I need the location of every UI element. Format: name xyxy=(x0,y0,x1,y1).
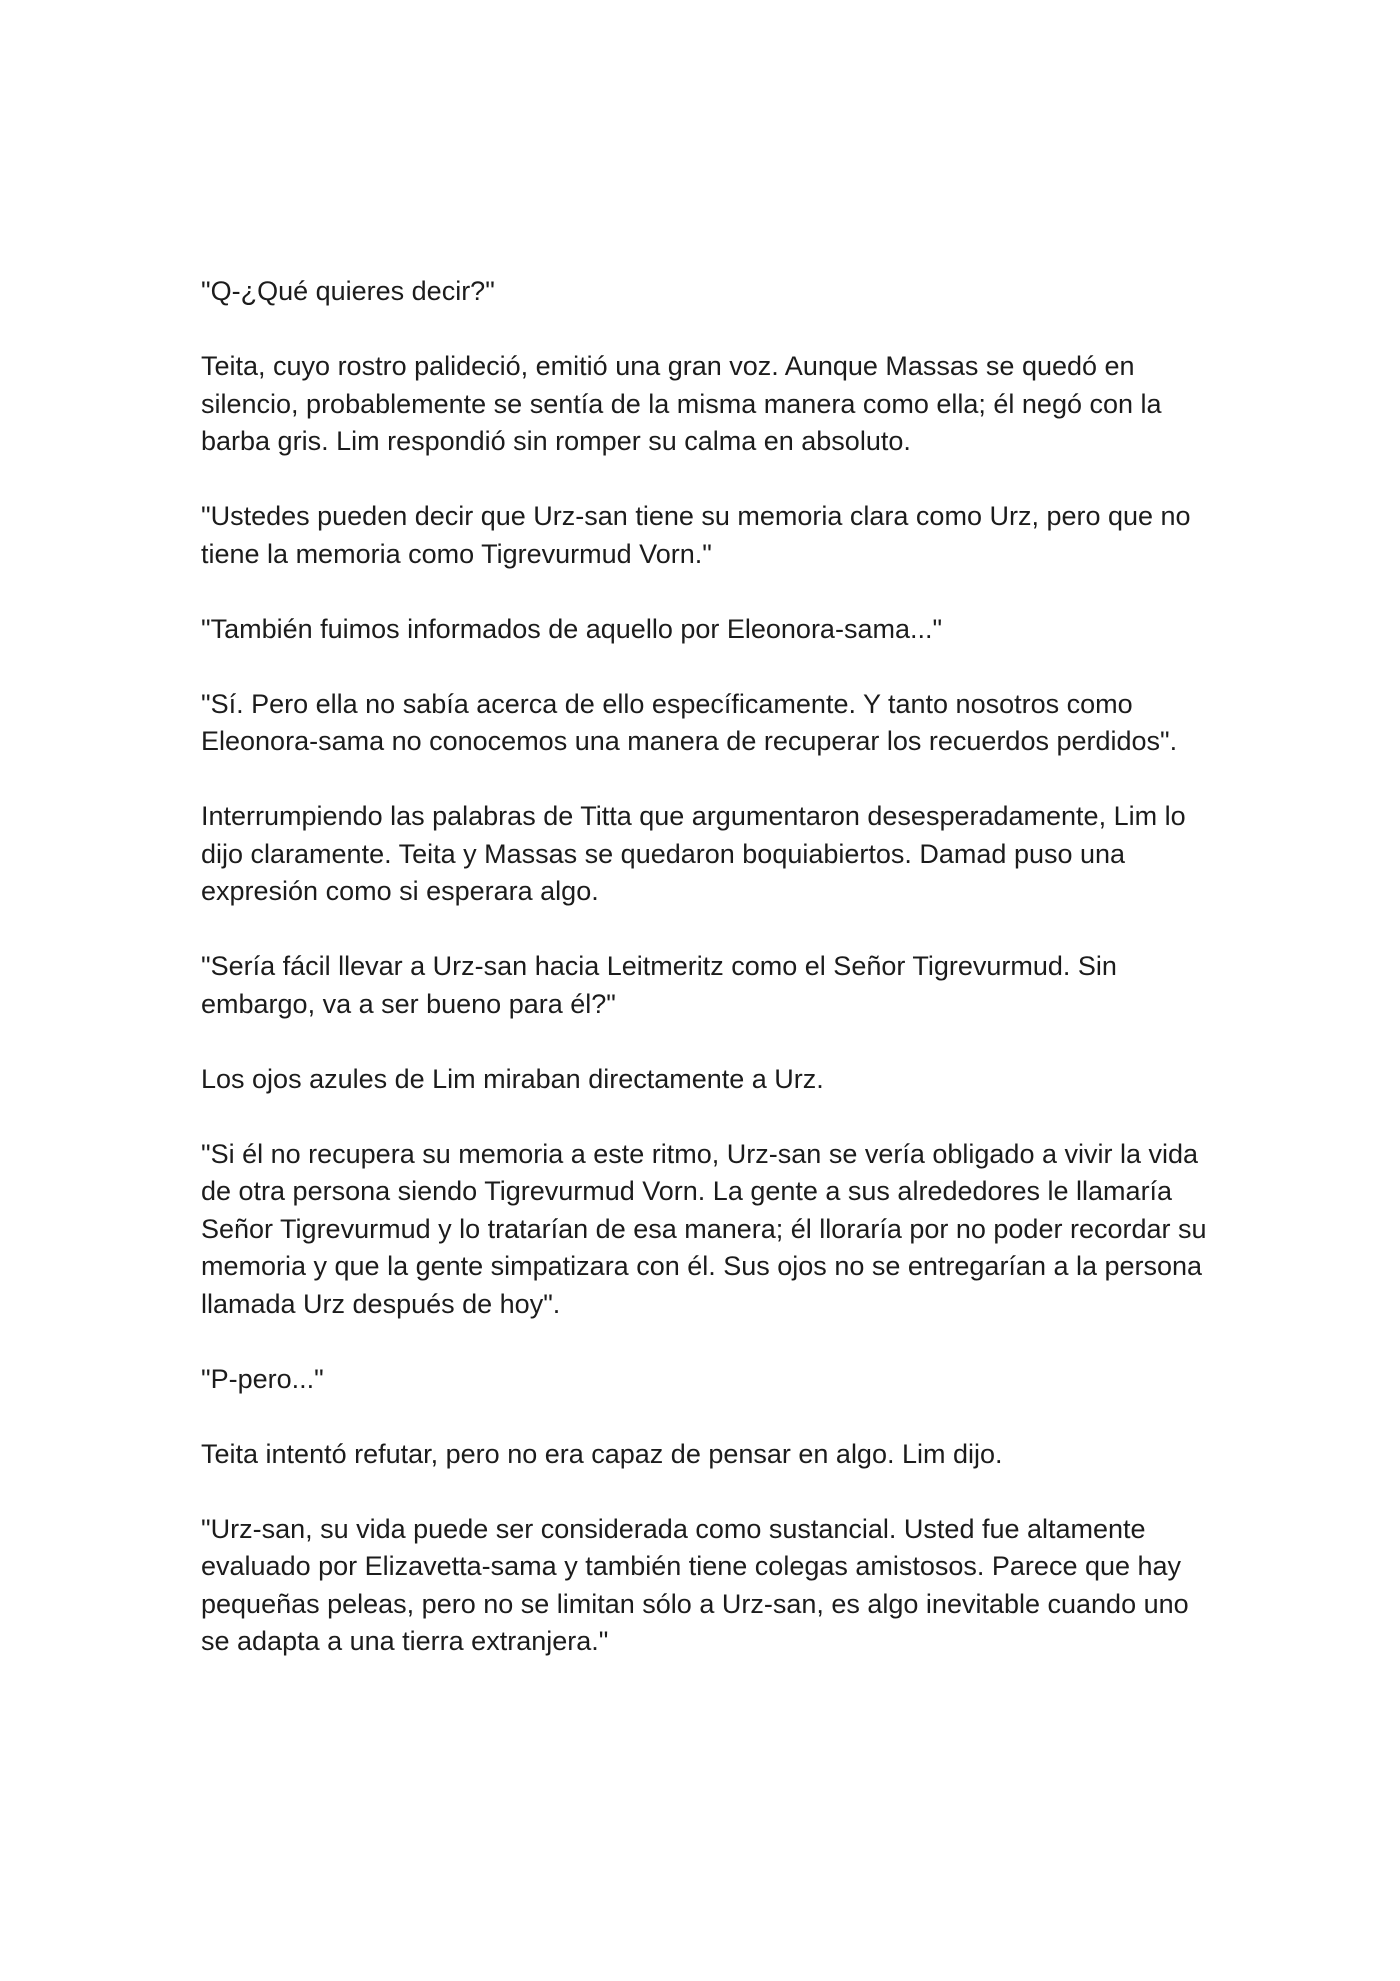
paragraph-question: "Q-¿Qué quieres decir?" xyxy=(201,276,495,306)
paragraph-but: "P-pero..." xyxy=(201,1363,324,1394)
paragraph-lim-recovery: "Sí. Pero ella no sabía acerca de ello específicamente. Y tanto nosotros como Eleonora-sama no conocemos una manera de recuperar los recuerdos perdidos". xyxy=(201,688,1178,756)
paragraph-substantial-life: "Urz-san, su vida puede ser considerada como sustancial. Usted fue altamente evaluado por Elizavetta-sama y también tiene colegas amistosos. Parece que hay pequeñas peleas, pero no se limitan sólo a Urz-san, es algo inevitable cuando uno se adapta a una tierra extranjera." xyxy=(201,1513,1189,1656)
paragraph-informed: "También fuimos informados de aquello por Eleonora-sama..." xyxy=(201,613,943,644)
paragraph-teita-reaction: Teita, cuyo rostro palideció, emitió una gran voz. Aunque Massas se quedó en silencio, probablemente se sentía de la misma manera como ella; él negó con la barba gris. Lim respondió sin romper su calma en absoluto. xyxy=(201,351,1162,456)
paragraph-another-life: "Si él no recupera su memoria a este ritmo, Urz-san se vería obligado a vivir la vida de otra persona siendo Tigrevurmud Vorn. La gente a sus alrededores le llamaría Señor Tigrevurmud y lo tratarían de esa manera; él lloraría por no poder recordar su memoria y que la gente simpatizara con él. Sus ojos no se entregarían a la persona llamada Urz después de hoy". xyxy=(201,1138,1207,1319)
paragraph-interrupting: Interrumpiendo las palabras de Titta que argumentaron desesperadamente, Lim lo dijo claramente. Teita y Massas se quedaron boquiabiertos. Damad puso una expresión como si esperara algo. xyxy=(201,801,1186,906)
paragraph-teita-refute: Teita intentó refutar, pero no era capaz de pensar en algo. Lim dijo. xyxy=(201,1438,1003,1469)
document-body xyxy=(201,273,1211,1661)
paragraph-leitmeritz: "Sería fácil llevar a Urz-san hacia Leitmeritz como el Señor Tigrevurmud. Sin embargo, va a ser bueno para él?" xyxy=(201,951,1117,1019)
paragraph-blue-eyes: Los ojos azules de Lim miraban directamente a Urz. xyxy=(201,1063,824,1094)
paragraph-lim-memory: "Ustedes pueden decir que Urz-san tiene su memoria clara como Urz, pero que no tiene la memoria como Tigrevurmud Vorn." xyxy=(201,501,1191,569)
